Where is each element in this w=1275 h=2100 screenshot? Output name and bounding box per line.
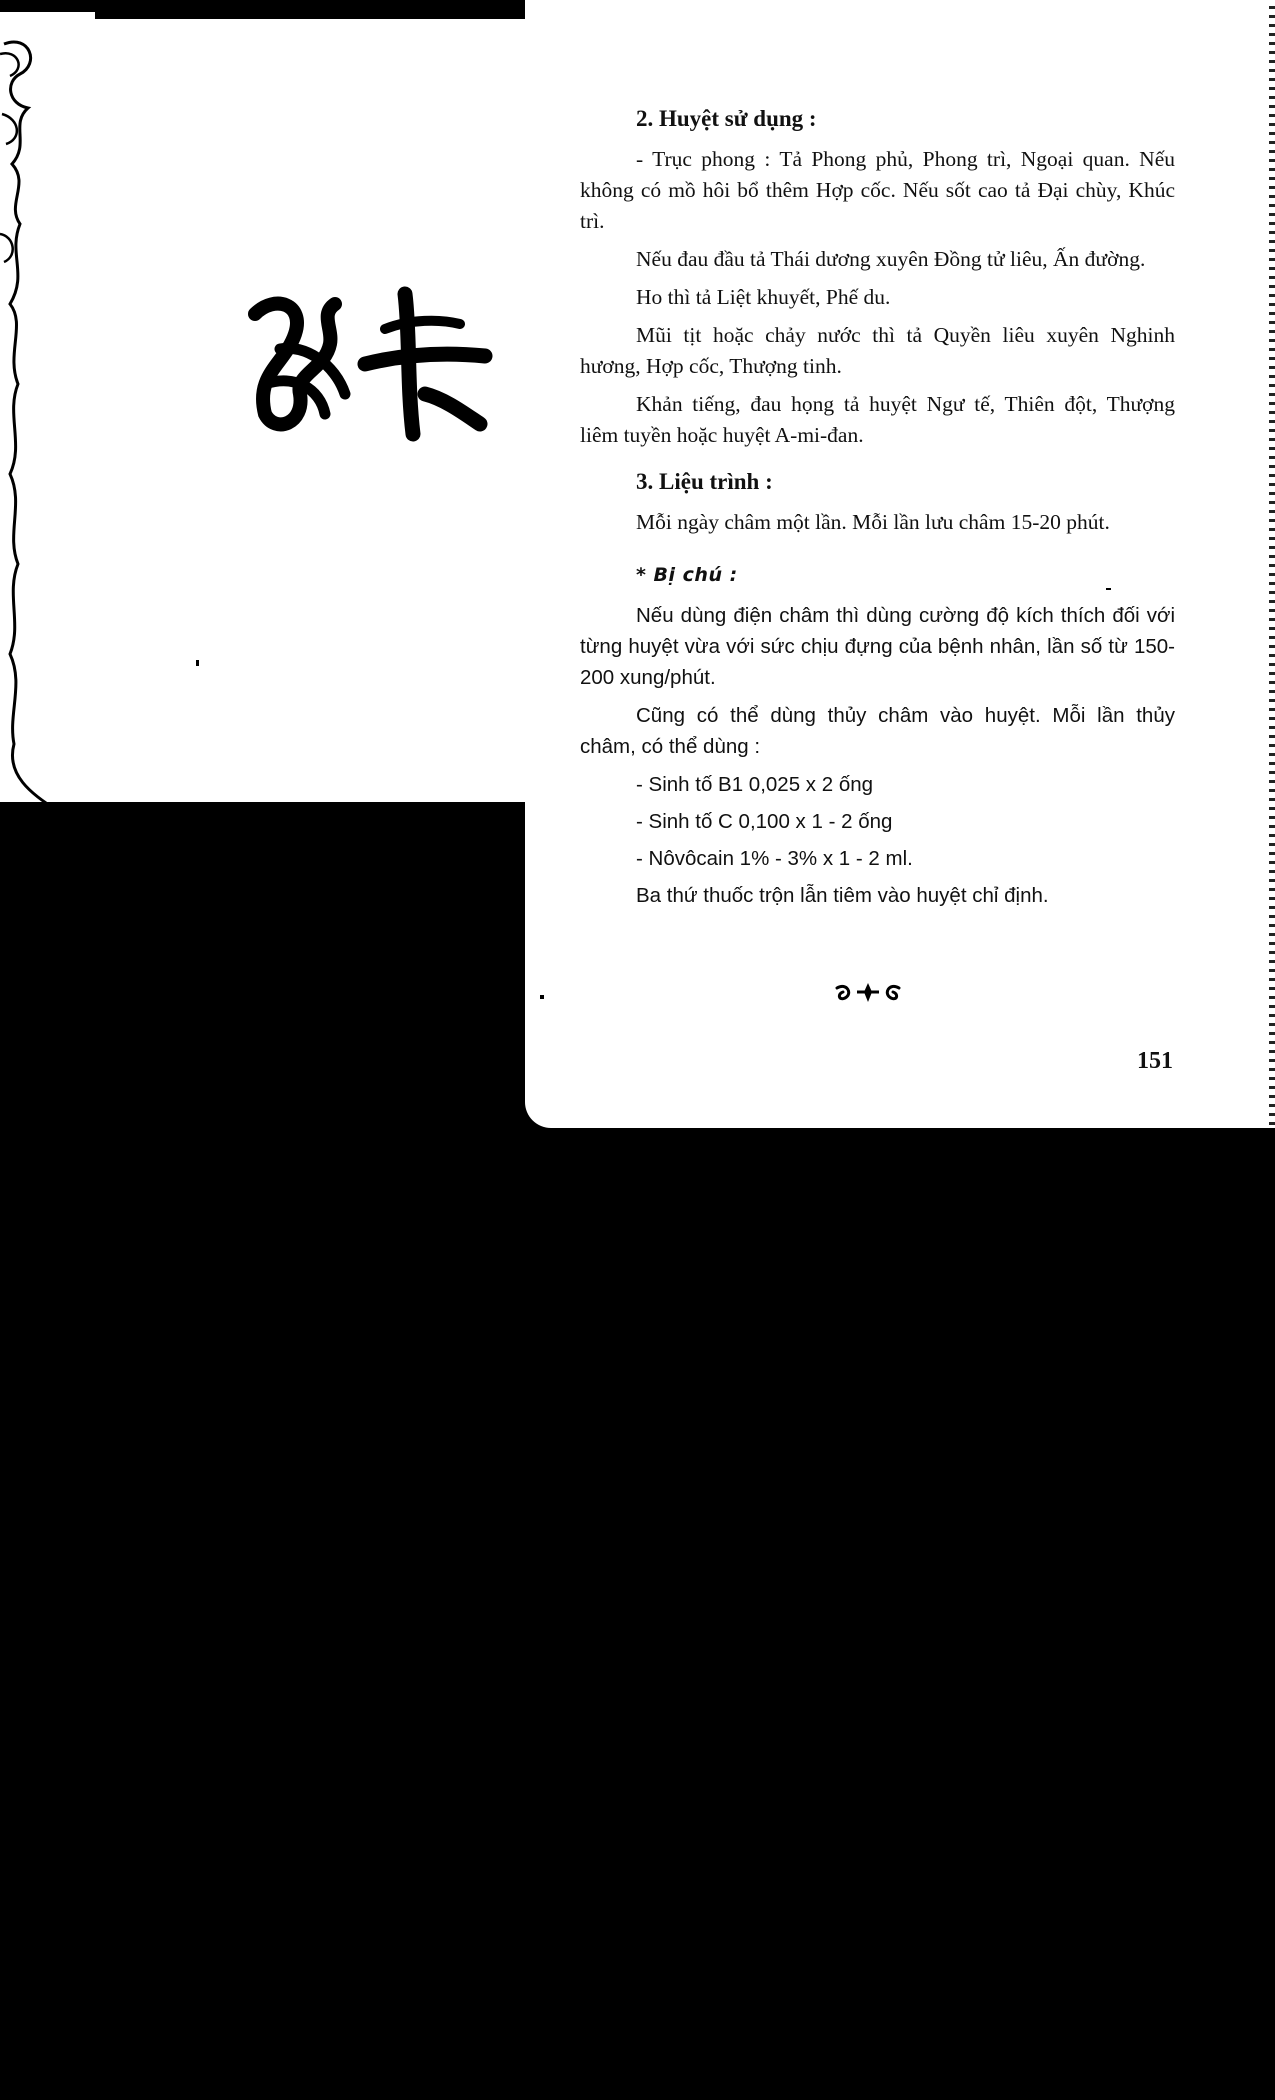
scan-speck xyxy=(196,660,199,666)
scan-speck xyxy=(540,995,544,999)
section-3-paragraph: Mỗi ngày châm một lần. Mỗi lần lưu châm 15-20 phút. xyxy=(636,510,1110,534)
section-2-paragraph-2: Nếu đau đầu tả Thái dương xuyên Đồng tử liêu, Ấn đường. xyxy=(636,247,1146,271)
book-page xyxy=(525,0,1275,1128)
divider-ornament-icon xyxy=(833,980,903,1006)
note-list-item: - Nôvôcain 1% - 3% x 1 - 2 ml. xyxy=(636,847,913,870)
note-closing: Ba thứ thuốc trộn lẫn tiêm vào huyệt chỉ định. xyxy=(636,884,1049,907)
section-2-heading: 2. Huyệt sử dụng : xyxy=(636,106,817,131)
page-content xyxy=(580,100,1175,917)
note-paragraph-2: Cũng có thể dùng thủy châm vào huyệt. Mỗi lần thủy châm, có thể dùng : xyxy=(580,704,1175,758)
section-2-paragraph-4: Mũi tịt hoặc chảy nước thì tả Quyền liêu xuyên Nghinh hương, Hợp cốc, Thượng tinh. xyxy=(580,323,1175,378)
section-3-heading: 3. Liệu trình : xyxy=(636,469,773,494)
note-list-item: - Sinh tố C 0,100 x 1 - 2 ống xyxy=(636,810,893,833)
calligraphy-icon xyxy=(235,274,530,444)
page-number: 151 xyxy=(1137,1048,1173,1074)
note-list-item: - Sinh tố B1 0,025 x 2 ống xyxy=(636,773,874,796)
left-facing-page xyxy=(0,12,530,802)
ornament-icon xyxy=(0,24,60,814)
note-paragraph-1: Nếu dùng điện châm thì dùng cường độ kích thích đối với từng huyệt vừa với sức chịu đựng của bệnh nhân, lần số từ 150-200 xung/phút. xyxy=(580,604,1175,689)
section-2-paragraph-1: - Trục phong : Tả Phong phủ, Phong trì, Ngoại quan. Nếu không có mồ hôi bổ thêm Hợp cốc. Nếu sốt cao tả Đại chùy, Khúc trì. xyxy=(580,147,1175,233)
note-heading: * Bị chú : xyxy=(636,564,738,586)
section-2-paragraph-5: Khản tiếng, đau họng tả huyệt Ngư tế, Thiên đột, Thượng liêm tuyền hoặc huyệt A-mi-đan. xyxy=(580,392,1175,447)
top-rule xyxy=(95,12,535,19)
section-2-paragraph-3: Ho thì tả Liệt khuyết, Phế du. xyxy=(636,285,891,309)
page-edge xyxy=(1269,0,1275,1128)
scan-speck xyxy=(1106,588,1111,590)
